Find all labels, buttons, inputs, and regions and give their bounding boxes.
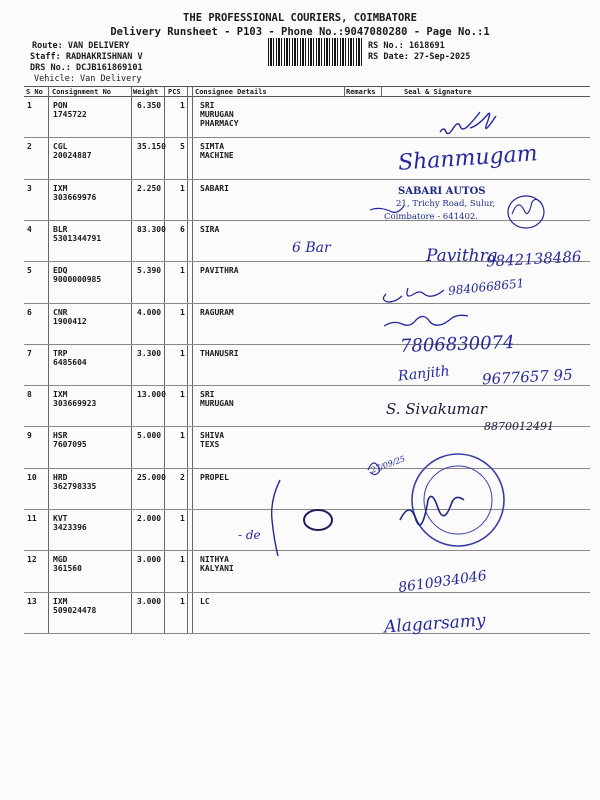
cell-pcs: 1	[180, 101, 185, 110]
cell-consignment: IXM 509024478	[53, 596, 97, 615]
col-pcs: PCS	[168, 88, 181, 96]
cell-sno: 6	[27, 307, 32, 317]
signature-row6-b	[384, 315, 468, 326]
signature-row11-loop	[304, 510, 332, 530]
cell-consignee: SHIVA TEXS	[200, 431, 225, 450]
phone-row7: 7806830074	[399, 332, 515, 357]
cell-pcs: 1	[180, 555, 185, 565]
cell-sno: 9	[27, 431, 32, 441]
cell-weight: 35.150	[137, 142, 166, 152]
cell-consignee: THANUSRI	[200, 348, 239, 358]
runsheet-subtitle: Delivery Runsheet - P103 - Phone No.:9047080280 - Page No.:1	[110, 26, 490, 38]
cell-consignee: LC	[200, 596, 210, 606]
cell-consignee: PROPEL	[200, 472, 229, 482]
cell-weight: 13.000	[137, 390, 166, 400]
cell-pcs: 1	[180, 183, 185, 193]
col-consignment: Consignment No	[52, 88, 112, 96]
signature-row9: S. Sivakumar	[386, 400, 487, 418]
cell-consignment: CGL 20024887	[53, 142, 92, 161]
date-row10: 27/09/25	[369, 454, 407, 475]
vehicle-label: Vehicle: Van Delivery	[34, 74, 142, 84]
phone-row5: 9842138486	[485, 247, 582, 271]
phone-row8: 9677657 95	[481, 365, 574, 389]
cell-consignee: SRI MURUGAN	[200, 390, 234, 409]
cell-sno: 11	[27, 514, 37, 523]
stamp-address-line2: Coimbatore - 641402.	[384, 212, 478, 222]
signature-row5: Pavithra	[426, 246, 498, 266]
staff-label: Staff: RADHAKRISHNAN V	[30, 52, 143, 62]
cell-weight: 4.000	[137, 307, 162, 317]
signature-row6-a	[383, 288, 444, 302]
cell-sno: 4	[27, 224, 32, 234]
cell-consignee: SIMTA MACHINE	[200, 142, 234, 161]
cell-pcs: 1	[180, 390, 185, 400]
mark-row11: - de	[238, 528, 261, 542]
col-sno: S No	[26, 88, 43, 96]
cell-consignment: MGD 361560	[53, 555, 82, 574]
cell-pcs: 1	[180, 431, 185, 441]
cell-sno: 12	[27, 555, 37, 565]
cell-consignment: IXM 303669976	[53, 183, 97, 202]
cell-consignment: TRP 6485604	[53, 348, 87, 367]
cell-sno: 5	[27, 266, 32, 276]
cell-pcs: 5	[180, 142, 185, 152]
cell-weight: 3.000	[137, 555, 162, 565]
phone-row9: 8870012491	[484, 420, 554, 433]
company-title: THE PROFESSIONAL COURIERS, COIMBATORE	[183, 12, 417, 24]
signature-row1	[440, 112, 496, 134]
handwritten-signature-row2: Shanmugam	[397, 141, 539, 176]
cell-pcs: 1	[180, 596, 185, 606]
cell-consignment: HSR 7607095	[53, 431, 87, 450]
cell-sno: 10	[27, 472, 37, 482]
cell-sno: 8	[27, 390, 32, 400]
rs-number: RS No.: 1618691	[368, 41, 445, 51]
route-label: Route: VAN DELIVERY	[32, 41, 130, 51]
cell-weight: 5.390	[137, 266, 162, 276]
signature-row11-stroke	[272, 480, 280, 556]
col-seal-signature: Seal & Signature	[404, 88, 472, 96]
cell-sno: 3	[27, 183, 32, 193]
cell-weight: 3.000	[137, 596, 162, 606]
cell-consignment: HRD 362798335	[53, 472, 97, 491]
cell-weight: 5.000	[137, 431, 162, 441]
company-round-seal	[412, 454, 504, 546]
cell-pcs: 1	[180, 266, 185, 276]
stamp-name: SABARI AUTOS	[398, 186, 486, 197]
cell-weight: 25.000	[137, 472, 166, 482]
cell-consignment: KVT 3423396	[53, 514, 87, 532]
cell-consignee: SRI MURUGAN PHARMACY	[200, 101, 239, 128]
phone-row6: 9840668651	[447, 276, 525, 298]
col-consignee: Consignee Details	[195, 88, 267, 96]
cell-sno: 13	[27, 596, 37, 606]
signature-row13: Alagarsamy	[383, 610, 487, 638]
cell-consignment: EDQ 9000000985	[53, 266, 102, 285]
cell-consignee: SIRA	[200, 224, 220, 234]
cell-pcs: 1	[180, 514, 185, 523]
rs-date: RS Date: 27-Sep-2025	[368, 52, 471, 62]
cell-weight: 2.000	[137, 514, 162, 523]
cell-consignment: PON 1745722	[53, 101, 87, 119]
cell-consignee: NITHYA KALYANI	[200, 555, 234, 574]
cell-consignment: BLR 5301344791	[53, 224, 102, 243]
phone-row12: 8610934046	[397, 567, 488, 597]
cell-consignment: IXM 303669923	[53, 390, 97, 409]
col-remarks: Remarks	[346, 88, 376, 96]
signature-row10	[400, 496, 464, 524]
cell-weight: 2.250	[137, 183, 162, 193]
col-weight: Weight	[133, 88, 159, 96]
seal-scribble	[512, 199, 542, 214]
cell-weight: 83.300	[137, 224, 166, 234]
cell-consignee: PAVITHRA	[200, 266, 239, 276]
remark-row4: 6 Bar	[292, 240, 331, 256]
cell-pcs: 1	[180, 348, 185, 358]
cell-pcs: 2	[180, 472, 185, 482]
cell-consignee: RAGURAM	[200, 307, 234, 317]
drs-number: DRS No.: DCJB161869101	[30, 63, 143, 73]
stamp-address-line1: 21, Trichy Road, Sulur,	[396, 199, 496, 209]
cell-consignment: CNR 1900412	[53, 307, 87, 326]
cell-pcs: 6	[180, 224, 185, 234]
cell-weight: 6.350	[137, 101, 162, 110]
cell-sno: 2	[27, 142, 32, 152]
cell-weight: 3.300	[137, 348, 162, 358]
cell-sno: 1	[27, 101, 32, 110]
cell-consignee: SABARI	[200, 183, 229, 193]
signature-row8: Ranjith	[397, 363, 451, 385]
cell-sno: 7	[27, 348, 32, 358]
cell-pcs: 1	[180, 307, 185, 317]
